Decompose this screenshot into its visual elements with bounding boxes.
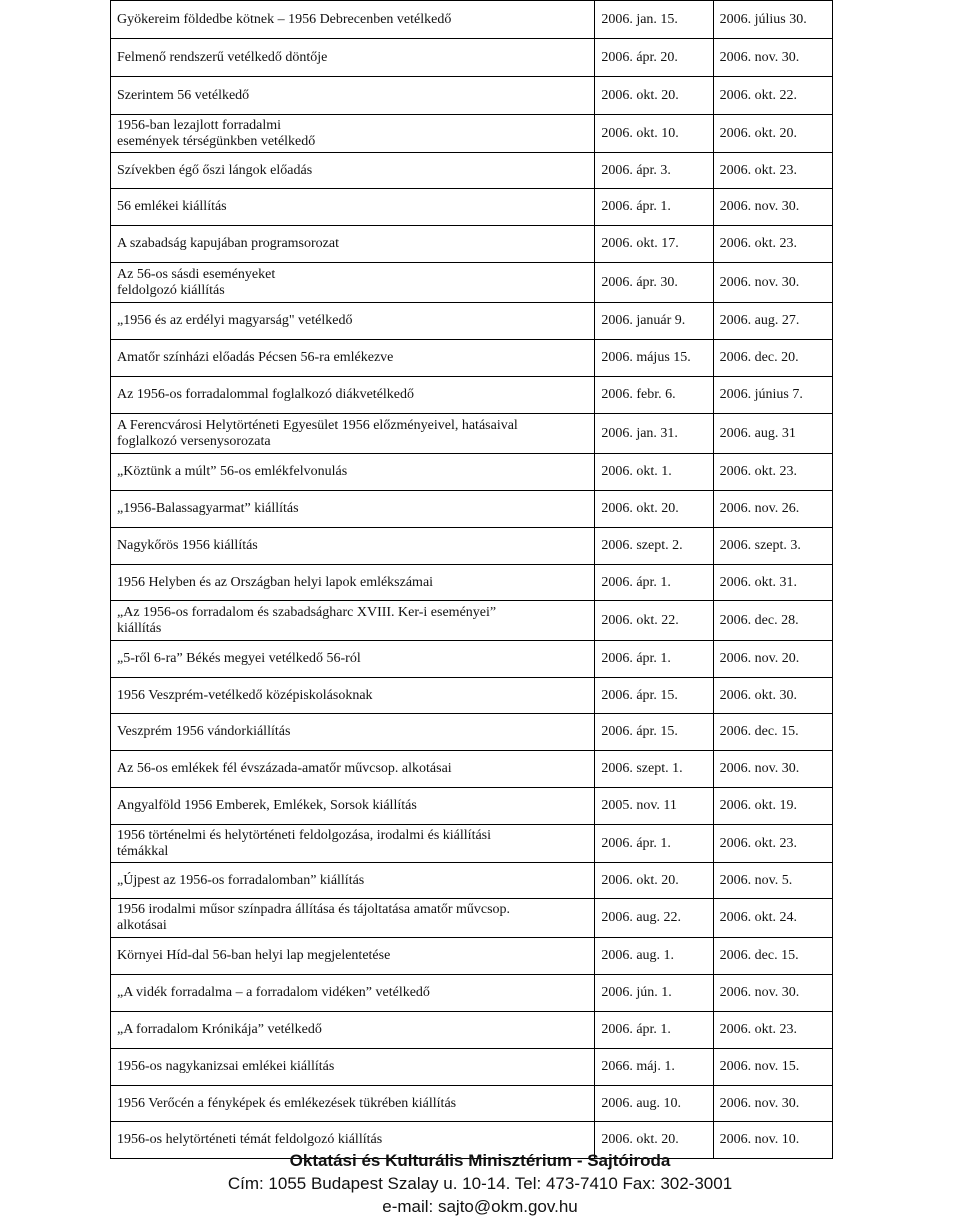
end-date-cell: 2006. nov. 30.: [713, 1086, 832, 1122]
start-date-cell: 2006. jún. 1.: [595, 975, 713, 1012]
start-date-cell: 2006. aug. 1.: [595, 938, 713, 975]
end-date-cell: 2006. nov. 30.: [713, 751, 832, 788]
start-date-cell: 2006. ápr. 15.: [595, 714, 713, 751]
end-date-cell: 2006. okt. 23.: [713, 825, 832, 863]
table-row: [111, 528, 833, 565]
start-date-cell: 2006. ápr. 20.: [595, 39, 713, 77]
event-name-cell: 1956-os nagykanizsai emlékei kiállítás: [111, 1049, 595, 1086]
table-row: [111, 77, 833, 115]
table-row: [111, 263, 833, 303]
end-date-cell: 2006. okt. 19.: [713, 788, 832, 825]
table-row: [111, 825, 833, 863]
start-date-cell: 2006. május 15.: [595, 340, 713, 377]
table-row: [111, 1, 833, 39]
table-row: [111, 863, 833, 899]
start-date-cell: 2006. január 9.: [595, 303, 713, 340]
start-date-cell: 2006. okt. 1.: [595, 454, 713, 491]
end-date-cell: 2006. nov. 20.: [713, 641, 832, 678]
start-date-cell: 2006. okt. 20.: [595, 863, 713, 899]
table-row: [111, 153, 833, 189]
end-date-cell: 2006. okt. 24.: [713, 899, 832, 938]
event-name-cell: Gyökereim földedbe kötnek – 1956 Debrecenben vetélkedő: [111, 1, 595, 39]
table-row: [111, 975, 833, 1012]
event-name-cell: 1956 irodalmi műsor színpadra állítása és tájoltatása amatőr művcsop. alkotásai: [111, 899, 595, 938]
end-date-cell: 2006. okt. 23.: [713, 1012, 832, 1049]
start-date-cell: 2006. aug. 10.: [595, 1086, 713, 1122]
table-row: [111, 303, 833, 340]
event-name-cell: Az 56-os emlékek fél évszázada-amatőr művcsop. alkotásai: [111, 751, 595, 788]
table-row: [111, 1086, 833, 1122]
end-date-cell: 2006. aug. 31: [713, 414, 832, 454]
event-name-cell: A szabadság kapujában programsorozat: [111, 226, 595, 263]
event-name-cell: 1956 Veszprém-vetélkedő középiskolásoknak: [111, 678, 595, 714]
start-date-cell: 2006. ápr. 1.: [595, 189, 713, 226]
end-date-cell: 2006. okt. 30.: [713, 678, 832, 714]
end-date-cell: 2006. okt. 31.: [713, 565, 832, 601]
end-date-cell: 2006. nov. 30.: [713, 263, 832, 303]
event-name-cell: „1956 és az erdélyi magyarság" vetélkedő: [111, 303, 595, 340]
start-date-cell: 2006. ápr. 1.: [595, 825, 713, 863]
event-name-cell: Az 1956-os forradalommal foglalkozó diákvetélkedő: [111, 377, 595, 414]
table-row: [111, 678, 833, 714]
event-name-cell: Nagykőrös 1956 kiállítás: [111, 528, 595, 565]
start-date-cell: 2006. ápr. 1.: [595, 565, 713, 601]
event-name-cell: 1956-ban lezajlott forradalmi események térségünkben vetélkedő: [111, 115, 595, 153]
event-name-cell: „A forradalom Krónikája” vetélkedő: [111, 1012, 595, 1049]
end-date-cell: 2006. június 7.: [713, 377, 832, 414]
footer-address: Cím: 1055 Budapest Szalay u. 10-14. Tel: 473-7410 Fax: 302-3001: [227, 1174, 733, 1193]
event-name-cell: Az 56-os sásdi eseményeket feldolgozó kiállítás: [111, 263, 595, 303]
table-row: [111, 714, 833, 751]
table-row: [111, 788, 833, 825]
start-date-cell: 2006. szept. 1.: [595, 751, 713, 788]
end-date-cell: 2006. nov. 26.: [713, 491, 832, 528]
events-table: [110, 0, 833, 1159]
end-date-cell: 2006. dec. 15.: [713, 714, 832, 751]
table-row: [111, 641, 833, 678]
table-row: [111, 377, 833, 414]
table-row: [111, 115, 833, 153]
start-date-cell: 2006. aug. 22.: [595, 899, 713, 938]
table-row: [111, 601, 833, 641]
end-date-cell: 2006. okt. 23.: [713, 226, 832, 263]
event-name-cell: Angyalföld 1956 Emberek, Emlékek, Sorsok kiállítás: [111, 788, 595, 825]
table-row: [111, 751, 833, 788]
table-row: [111, 39, 833, 77]
start-date-cell: 2006. szept. 2.: [595, 528, 713, 565]
end-date-cell: 2006. aug. 27.: [713, 303, 832, 340]
event-name-cell: 1956-os helytörténeti témát feldolgozó kiállítás: [111, 1122, 595, 1159]
end-date-cell: 2006. nov. 15.: [713, 1049, 832, 1086]
event-name-cell: 1956 Verőcén a fényképek és emlékezések tükrében kiállítás: [111, 1086, 595, 1122]
end-date-cell: 2006. nov. 30.: [713, 39, 832, 77]
start-date-cell: 2006. ápr. 30.: [595, 263, 713, 303]
footer-organization: Oktatási és Kulturális Minisztérium - Sajtóiroda: [289, 1151, 671, 1170]
event-name-cell: „1956-Balassagyarmat” kiállítás: [111, 491, 595, 528]
events-table-body: [111, 1, 833, 1159]
table-row: [111, 340, 833, 377]
start-date-cell: 2006. okt. 20.: [595, 77, 713, 115]
start-date-cell: 2006. ápr. 3.: [595, 153, 713, 189]
start-date-cell: 2006. okt. 10.: [595, 115, 713, 153]
end-date-cell: 2006. szept. 3.: [713, 528, 832, 565]
start-date-cell: 2006. ápr. 1.: [595, 641, 713, 678]
start-date-cell: 2066. máj. 1.: [595, 1049, 713, 1086]
start-date-cell: 2005. nov. 11: [595, 788, 713, 825]
event-name-cell: „Újpest az 1956-os forradalomban” kiállítás: [111, 863, 595, 899]
event-name-cell: 56 emlékei kiállítás: [111, 189, 595, 226]
start-date-cell: 2006. okt. 22.: [595, 601, 713, 641]
event-name-cell: Felmenő rendszerű vetélkedő döntője: [111, 39, 595, 77]
event-name-cell: „Az 1956-os forradalom és szabadságharc XVIII. Ker-i eseményei” kiállítás: [111, 601, 595, 641]
event-name-cell: Veszprém 1956 vándorkiállítás: [111, 714, 595, 751]
end-date-cell: 2006. okt. 20.: [713, 115, 832, 153]
end-date-cell: 2006. július 30.: [713, 1, 832, 39]
table-row: [111, 414, 833, 454]
end-date-cell: 2006. dec. 28.: [713, 601, 832, 641]
table-row: [111, 226, 833, 263]
event-name-cell: „Köztünk a múlt” 56-os emlékfelvonulás: [111, 454, 595, 491]
table-row: [111, 899, 833, 938]
start-date-cell: 2006. febr. 6.: [595, 377, 713, 414]
event-name-cell: 1956 Helyben és az Országban helyi lapok emlékszámai: [111, 565, 595, 601]
start-date-cell: 2006. okt. 17.: [595, 226, 713, 263]
end-date-cell: 2006. okt. 23.: [713, 153, 832, 189]
end-date-cell: 2006. nov. 30.: [713, 189, 832, 226]
table-row: [111, 454, 833, 491]
event-name-cell: Szerintem 56 vetélkedő: [111, 77, 595, 115]
table-row: [111, 565, 833, 601]
start-date-cell: 2006. ápr. 15.: [595, 678, 713, 714]
event-name-cell: „5-ről 6-ra” Békés megyei vetélkedő 56-ról: [111, 641, 595, 678]
event-name-cell: 1956 történelmi és helytörténeti feldolgozása, irodalmi és kiállítási témákkal: [111, 825, 595, 863]
table-row: [111, 491, 833, 528]
end-date-cell: 2006. nov. 10.: [713, 1122, 832, 1159]
event-name-cell: Környei Híd-dal 56-ban helyi lap megjelentetése: [111, 938, 595, 975]
footer-email: e-mail: sajto@okm.gov.hu: [382, 1197, 578, 1216]
table-row: [111, 1012, 833, 1049]
event-name-cell: Amatőr színházi előadás Pécsen 56-ra emlékezve: [111, 340, 595, 377]
start-date-cell: 2006. ápr. 1.: [595, 1012, 713, 1049]
end-date-cell: 2006. nov. 5.: [713, 863, 832, 899]
start-date-cell: 2006. okt. 20.: [595, 491, 713, 528]
start-date-cell: 2006. jan. 31.: [595, 414, 713, 454]
event-name-cell: „A vidék forradalma – a forradalom vidéken” vetélkedő: [111, 975, 595, 1012]
table-row: [111, 938, 833, 975]
table-row: [111, 1049, 833, 1086]
end-date-cell: 2006. okt. 22.: [713, 77, 832, 115]
event-name-cell: A Ferencvárosi Helytörténeti Egyesület 1956 előzményeivel, hatásaival foglalkozó versenysorozata: [111, 414, 595, 454]
end-date-cell: 2006. okt. 23.: [713, 454, 832, 491]
event-name-cell: Szívekben égő őszi lángok előadás: [111, 153, 595, 189]
start-date-cell: 2006. jan. 15.: [595, 1, 713, 39]
end-date-cell: 2006. dec. 20.: [713, 340, 832, 377]
start-date-cell: 2006. okt. 20.: [595, 1122, 713, 1159]
end-date-cell: 2006. nov. 30.: [713, 975, 832, 1012]
end-date-cell: 2006. dec. 15.: [713, 938, 832, 975]
table-row: [111, 189, 833, 226]
